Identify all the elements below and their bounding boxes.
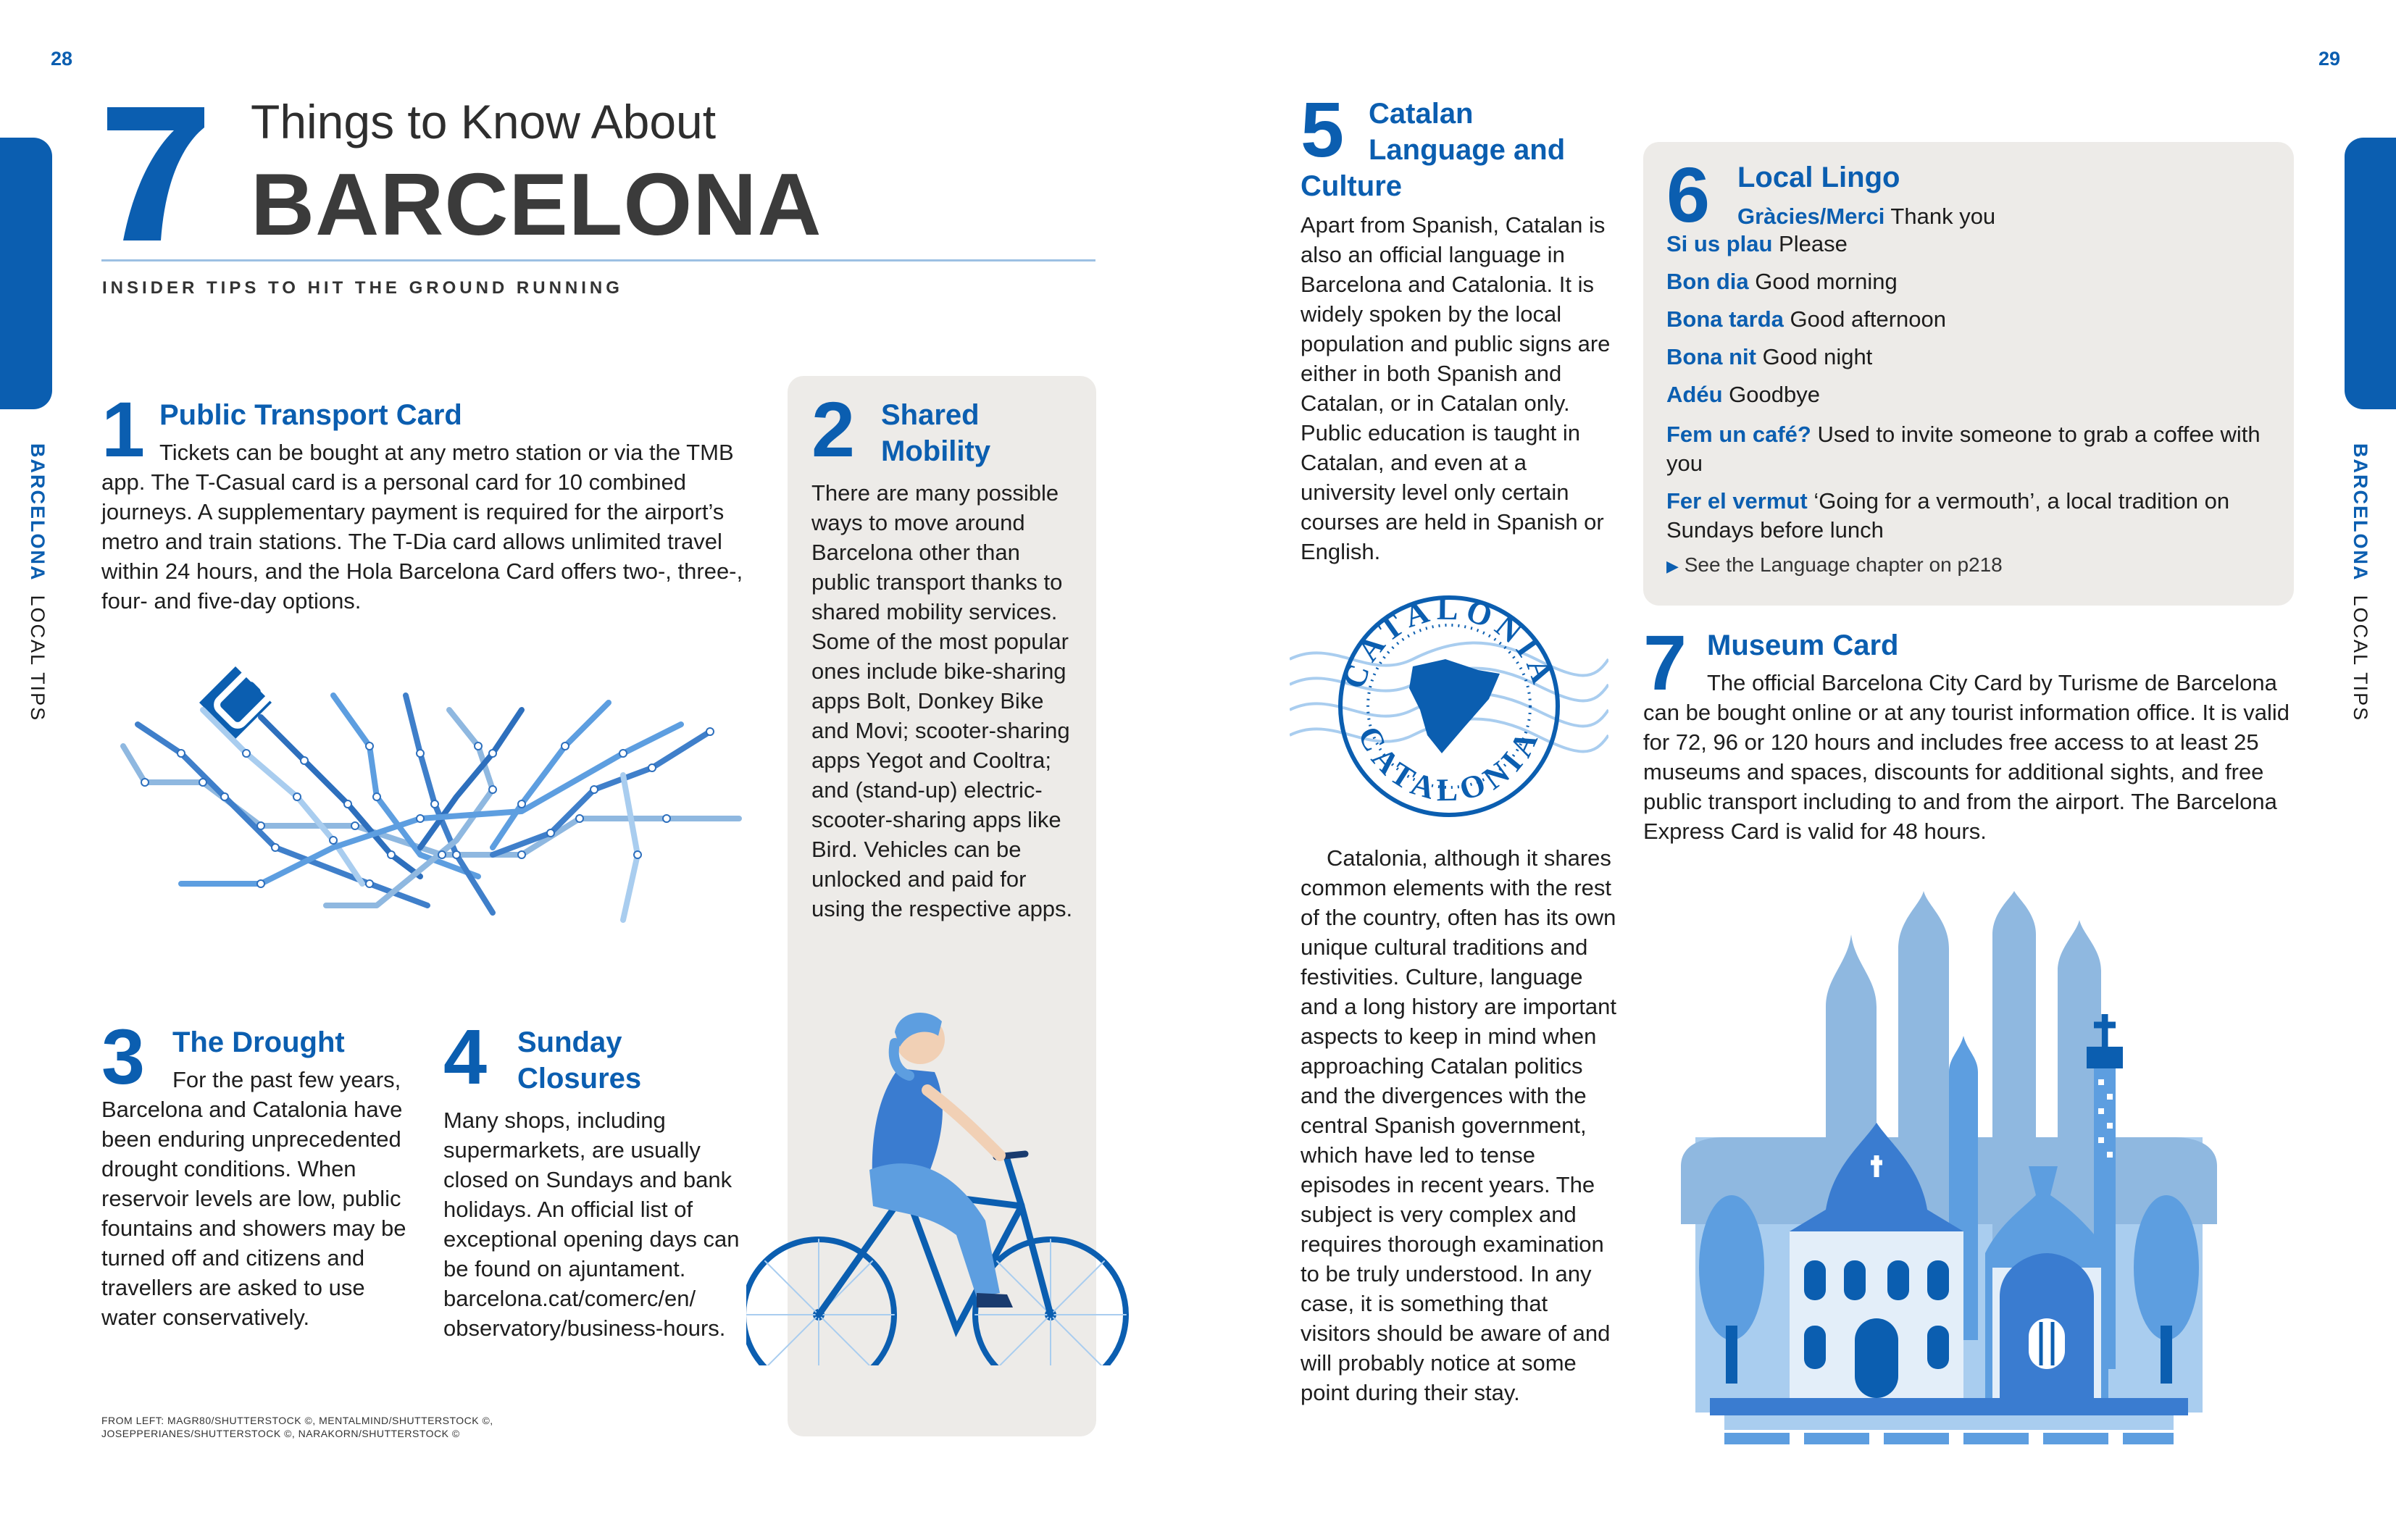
- page-number-right: 29: [2318, 48, 2341, 70]
- section-body: Tickets can be bought at any metro station or via the TMB app. The T-Casual card is a personal card for 10 combined journeys. A supplementary payment is required for the airport’s metro and train stations. The T-Dia card allows unlimited travel within 24 hours, and the Hola Barcelona Card offers two-, three-, four- and five-day options.: [101, 440, 743, 614]
- title-line2: BARCELONA: [251, 155, 822, 254]
- section-shared-mobility: [811, 385, 1081, 924]
- section-body: The official Barcelona City Card by Turisme de Barcelona can be bought online or at any tourist information office. It is valid for 72, 96 or 120 hours and includes free access to at least 25 museums and spaces, discounts for additional sights, and free public transport including to and from the airport. The Barcelona Express Card is valid for 48 hours.: [1643, 670, 2290, 844]
- lingo-item: Bona tarda Good afternoon: [1666, 306, 1946, 332]
- section-number: 7: [1643, 619, 1687, 706]
- section-number: 5: [1301, 85, 1345, 173]
- triangle-right-icon: ▶: [1666, 557, 1679, 575]
- left-chapter-tab: [0, 138, 52, 409]
- section-heading: Catalan Language and: [1369, 98, 1566, 166]
- section-drought: [101, 1013, 420, 1332]
- section-body: For the past few years, Barcelona and Catalonia have been enduring unprecedented drought conditions. When reservoir levels are low, public fountains and showers may be turned off and citizens and travellers are asked to use water conservatively.: [101, 1067, 406, 1330]
- lingo-list: [1666, 151, 2282, 577]
- section-heading: Local Lingo: [1737, 162, 1900, 193]
- lingo-item: Bona nit Good night: [1666, 344, 1873, 369]
- section-local-lingo: [1666, 151, 2282, 577]
- section-catalan-language: 5 Catalan Language and Culture Apart from Spanish, Catalan is also an official language in Barcelona and Catalonia. It is widely spoken by the local population and public signs are either in both Spanish and Catalan, or in Catalan only. Public education is taught in Catalan, and even at a university level only certain courses are held in Spanish or English.: [1301, 96, 1619, 566]
- photo-credits: FROM LEFT: MAGR80/SHUTTERSTOCK ©, MENTALMIND/SHUTTERSTOCK ©, JOSEPPERIANES/SHUTTERSTOCK ©, NARAKORN/SHUTTERSTOCK ©: [101, 1415, 493, 1439]
- title-divider: [101, 259, 1095, 261]
- section-number: 6: [1666, 151, 1711, 238]
- see-also-link[interactable]: ▶ See the Language chapter on p218: [1666, 553, 2003, 576]
- section-museum-card: [1643, 619, 2295, 846]
- title-numeral: [101, 101, 210, 250]
- stamp-text-top: CATALONIA: [1335, 590, 1563, 693]
- lingo-item: Fer el vermut ‘Going for a vermouth’, a local tradition on Sundays before lunch: [1666, 488, 2230, 543]
- side-label-right: BARCELONA LOCAL TIPS: [2350, 443, 2371, 722]
- section-heading: Public Transport Card: [159, 399, 462, 431]
- section-body: Catalonia, although it shares common elements with the rest of the country, often has its own unique cultural traditions and festivities. Culture, language and a long history are important aspects to keep in mind when approaching Catalan politics and the divergences with the central Spanish government, which have led to tense episodes in recent years. The subject is very complex and requires thorough examination to be truly understood. In any case, it is something that visitors should be aware of and will probably notice at some point during their stay.: [1301, 845, 1616, 1405]
- lingo-item: Adéu Goodbye: [1666, 382, 1820, 407]
- section-heading: Sunday Closures: [517, 1026, 642, 1095]
- section-body: Many shops, including supermarkets, are usually closed on Sundays and bank holidays. An official list of exceptional opening days can be found on ajuntament. barcelona.cat/comerc/en/ observatory/business-hours.: [443, 1108, 740, 1341]
- stamp-text-bottom: CATALONIA: [1351, 721, 1548, 808]
- lingo-item: Bon dia Good morning: [1666, 269, 1898, 294]
- section-number: 2: [811, 385, 856, 473]
- section-heading: Shared Mobility: [881, 399, 991, 467]
- section-number: 4: [443, 1013, 488, 1100]
- section-catalan-culture: [1301, 843, 1619, 1407]
- lingo-item: Fem un café? Used to invite someone to grab a coffee with you: [1666, 422, 2261, 476]
- section-public-transport: [101, 385, 761, 616]
- title-subtitle: INSIDER TIPS TO HIT THE GROUND RUNNING: [102, 278, 623, 298]
- cyclist-illustration: [746, 1003, 1138, 1369]
- page-number-left: 28: [51, 48, 73, 70]
- section-heading: Museum Card: [1707, 629, 1899, 661]
- section-body: Apart from Spanish, Catalan is also an official language in Barcelona and Catalonia. It is widely spoken by the local population and public signs are either in both Spanish and Catalan, or in Catalan only. Public education is taught in Catalan, and even at a university level only certain courses are held in Spanish or English.: [1301, 212, 1611, 564]
- catalonia-stamp-illustration: [1290, 579, 1608, 837]
- section-heading: The Drought: [172, 1026, 345, 1058]
- lingo-item: Gràcies/Merci Thank you: [1737, 204, 1996, 229]
- sagrada-familia-illustration: [1681, 891, 2217, 1460]
- section-sunday-closures: [443, 1013, 769, 1343]
- right-chapter-tab: [2345, 138, 2396, 409]
- side-label-left: BARCELONA LOCAL TIPS: [27, 443, 49, 722]
- metro-map-illustration: [116, 666, 746, 938]
- section-number: 1: [101, 385, 146, 473]
- title-line1: Things to Know About: [251, 95, 717, 148]
- metro-logo-icon: [199, 666, 279, 739]
- section-number: 3: [101, 1013, 146, 1100]
- section-body: There are many possible ways to move around Barcelona other than public transport thanks to shared mobility services. Some of the most popular ones include bike-sharing apps Bolt, Donkey Bike and Movi; scooter-sharing apps Yegot and Cooltra; and (stand-up) electric-scooter-sharing apps like Bird. Vehicles can be unlocked and paid for using the respective apps.: [811, 480, 1073, 921]
- lingo-item: Si us plau Please: [1666, 231, 1848, 256]
